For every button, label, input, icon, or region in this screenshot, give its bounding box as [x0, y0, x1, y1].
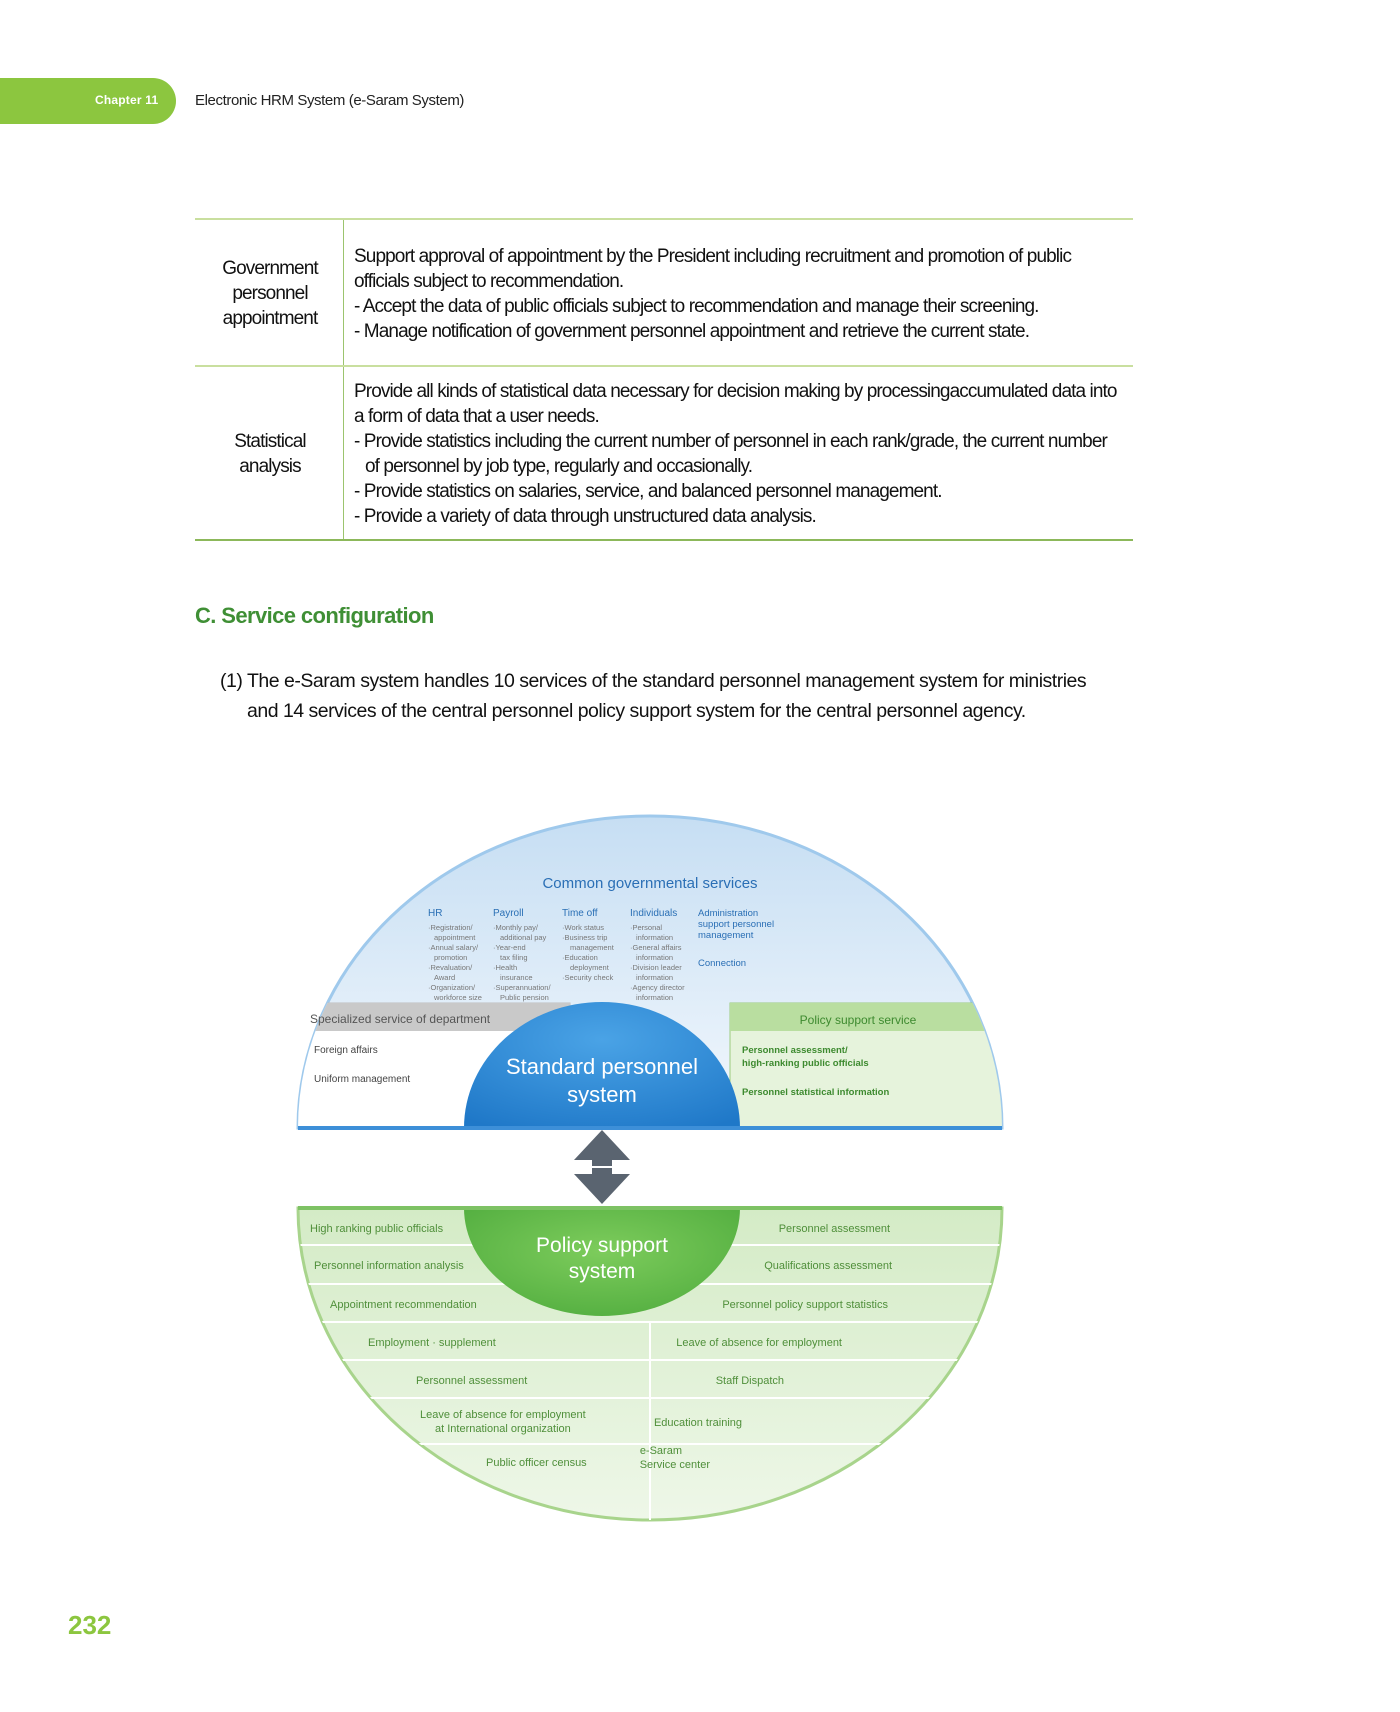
- sync-arrow-icon: [574, 1130, 630, 1204]
- standard-system-label: system: [567, 1082, 637, 1107]
- column-line: ·Superannuation/: [493, 983, 551, 992]
- section-title: C. Service configuration: [195, 603, 434, 628]
- policy-service-item: high-ranking public officials: [742, 1058, 869, 1069]
- column-line: ·Health: [493, 963, 518, 972]
- column-line: management: [570, 943, 614, 952]
- feature-table: [195, 218, 1133, 541]
- column-line: ·Revaluation/: [428, 963, 473, 972]
- policy-system-label: Policy support: [536, 1234, 668, 1257]
- service-item: Personnel assessment: [778, 1223, 890, 1235]
- column-line: ·Security check: [562, 973, 614, 982]
- page-number: 232: [68, 1610, 112, 1640]
- column-line: insurance: [500, 973, 533, 982]
- running-title: Electronic HRM System (e-Saram System): [195, 92, 465, 109]
- service-item: Public officer census: [486, 1457, 587, 1469]
- column-line: promotion: [434, 953, 468, 962]
- column-line: information: [636, 933, 674, 942]
- common-services-title: Common governmental services: [542, 875, 758, 892]
- column-line: deployment: [570, 963, 609, 972]
- paragraph-text: The e-Saram system handles 10 services of the standard personnel management system for ministries and 14 services of the central personnel policy support system for the central personnel agency.: [247, 670, 1087, 722]
- description-item: - Provide statistics on salaries, service, and balanced personnel management.: [354, 481, 942, 502]
- description-item: - Manage notification of government personnel appointment and retrieve the current state.: [354, 320, 1030, 342]
- policy-system-label: system: [568, 1260, 636, 1283]
- chapter-label: Chapter 11: [95, 93, 159, 107]
- column-head: Individuals: [630, 908, 678, 919]
- column-line: ·Division leader: [630, 963, 682, 972]
- service-item: e-Saram: [639, 1445, 682, 1457]
- column-line: ·Annual salary/: [428, 943, 479, 952]
- column-line: ·Agency director: [630, 983, 685, 992]
- service-item: Service center: [639, 1459, 710, 1471]
- service-item: Qualifications assessment: [764, 1260, 892, 1272]
- column-line: ·Personal: [630, 923, 663, 932]
- column-head: Payroll: [493, 908, 524, 919]
- column-line: information: [636, 953, 674, 962]
- service-item: Personnel assessment: [416, 1375, 528, 1387]
- specialized-item: Foreign affairs: [314, 1045, 378, 1056]
- column-line: ·Work status: [562, 923, 604, 932]
- service-item: Personnel information analysis: [314, 1260, 464, 1272]
- upper-half: [290, 816, 1010, 1130]
- row-label: Government personnel appointment: [195, 219, 344, 366]
- description-item: - Provide statistics including the current number of personnel in each rank/grade, the current number of personnel by job type, regularly and occasionally.: [354, 431, 1107, 477]
- service-item: Staff Dispatch: [715, 1375, 784, 1387]
- table-row: [195, 219, 1133, 366]
- admin-line: management: [698, 930, 754, 941]
- paragraph: [220, 666, 1120, 726]
- paragraph-number: (1): [220, 670, 243, 692]
- column-line: workforce size: [434, 993, 482, 1002]
- row-description: [344, 366, 1134, 540]
- column-line: ·General affairs: [630, 943, 682, 952]
- service-item: at International organization: [435, 1423, 571, 1435]
- service-item: Leave of absence for employment: [420, 1409, 586, 1421]
- chapter-tab: [0, 78, 176, 124]
- connection-label: Connection: [698, 958, 747, 969]
- column-line: ·Registration/: [428, 923, 473, 932]
- service-configuration-diagram: [290, 808, 1010, 1528]
- column-head: Time off: [562, 908, 598, 919]
- lower-half: [298, 1206, 1002, 1528]
- column-line: appointment: [434, 933, 476, 942]
- admin-line: Administration: [698, 908, 759, 919]
- service-item: Leave of absence for employment: [676, 1337, 842, 1349]
- policy-service-item: Personnel assessment/: [742, 1045, 848, 1056]
- column-line: additional pay: [500, 933, 547, 942]
- standard-system-label: Standard personnel: [505, 1054, 699, 1079]
- policy-service-item: Personnel statistical information: [742, 1087, 890, 1098]
- column-line: information: [636, 993, 674, 1002]
- row-label: Statistical analysis: [195, 366, 344, 540]
- row-description: [344, 219, 1134, 366]
- description-lead: Support approval of appointment by the President including recruitment and promotion of public officials subject to recommendation.: [354, 245, 1072, 292]
- column-line: ·Year-end: [493, 943, 526, 952]
- column-line: tax filing: [500, 953, 528, 962]
- column-head: HR: [428, 908, 443, 919]
- column-line: ·Education: [562, 953, 598, 962]
- specialized-item: Uniform management: [314, 1074, 411, 1085]
- column-line: information: [636, 973, 674, 982]
- service-item: High ranking public officials: [310, 1223, 444, 1235]
- service-item: Employment · supplement: [368, 1337, 496, 1349]
- description-item: - Provide a variety of data through unstructured data analysis.: [354, 506, 816, 527]
- column-line: ·Organization/: [428, 983, 476, 992]
- service-item: Appointment recommendation: [330, 1299, 477, 1311]
- table-row: [195, 366, 1133, 540]
- column-line: ·Business trip: [562, 933, 608, 942]
- specialized-title: Specialized service of department: [310, 1012, 491, 1026]
- service-item: Personnel policy support statistics: [722, 1299, 888, 1311]
- description-item: - Accept the data of public officials subject to recommendation and manage their screening.: [354, 295, 1039, 317]
- column-line: ·Monthly pay/: [493, 923, 539, 932]
- service-item: Education training: [653, 1417, 742, 1429]
- description-lead: Provide all kinds of statistical data necessary for decision making by processingaccumulated data into a form of data that a user needs.: [354, 381, 1117, 427]
- column-line: Public pension: [500, 993, 549, 1002]
- admin-line: support personnel: [698, 919, 775, 930]
- policy-service-title: Policy support service: [799, 1013, 917, 1027]
- column-line: Award: [434, 973, 456, 982]
